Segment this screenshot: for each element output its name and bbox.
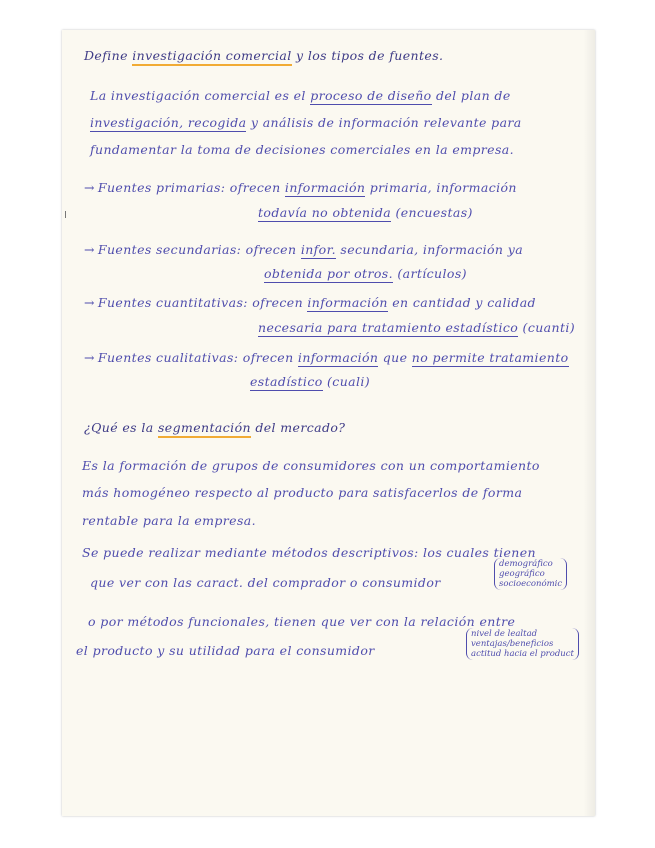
paren-item: geográfico	[499, 569, 545, 579]
source-text: primaria, información	[365, 180, 517, 195]
answer-2-text: más homogéneo respecto al producto para satisfacerlos de forma	[82, 485, 523, 500]
source-text: (encuestas)	[391, 205, 473, 220]
answer-2-line-2	[82, 485, 522, 500]
source-primary-line-2	[258, 205, 473, 220]
source-text: (cuanti)	[518, 320, 576, 335]
answer-1-text: del plan de	[431, 88, 511, 103]
source-name: Fuentes secundarias:	[97, 242, 246, 257]
answer-2-text: Se puede realizar mediante métodos descriptivos: los cuales tienen	[82, 545, 536, 560]
question-2-suffix: del mercado?	[250, 420, 346, 435]
margin-mark	[65, 211, 66, 218]
question-1	[84, 48, 443, 63]
source-underlined: información	[307, 295, 388, 310]
answer-2-line-5	[90, 575, 441, 590]
answer-2-text: que ver con las caract. del comprador o consumidor	[90, 575, 441, 590]
arrow-icon: →	[84, 180, 95, 195]
descriptive-methods-parenthesis	[494, 558, 567, 590]
answer-2-line-3	[82, 513, 256, 528]
source-name: Fuentes cualitativas:	[97, 350, 243, 365]
source-primary-line-1	[84, 180, 517, 195]
answer-1-text: fundamentar la toma de decisiones comerciales en la empresa.	[90, 142, 514, 157]
answer-2-line-6	[88, 614, 515, 629]
answer-1-text: y análisis de información relevante para	[246, 115, 522, 130]
source-underlined: infor.	[300, 242, 336, 257]
source-name: Fuentes primarias:	[97, 180, 230, 195]
source-text: (cuali)	[322, 374, 371, 389]
question-1-prefix: Define	[84, 48, 133, 63]
question-2-prefix: ¿Qué es la	[84, 420, 158, 435]
source-secondary-line-2	[264, 266, 467, 281]
source-text: ofrecen	[245, 242, 301, 257]
source-text: que	[378, 350, 412, 365]
source-underlined: información	[284, 180, 366, 195]
source-text: en cantidad y calidad	[387, 295, 536, 310]
source-secondary-line-1	[84, 242, 523, 257]
source-underlined: todavía no obtenida	[258, 205, 392, 220]
answer-1-line-1	[90, 88, 511, 103]
question-2-term: segmentación	[158, 420, 251, 438]
source-qualitative-line-2	[250, 374, 370, 389]
source-qualitative-line-1	[84, 350, 569, 365]
functional-methods-parenthesis	[466, 628, 579, 660]
source-underlined: necesaria para tratamiento estadístico	[258, 320, 519, 335]
source-quantitative-line-1	[84, 295, 536, 310]
source-text: secundaria, información ya	[336, 242, 524, 257]
source-underlined: estadístico	[250, 374, 323, 389]
answer-1-underlined: investigación, recogida	[90, 115, 247, 130]
source-text: ofrecen	[252, 295, 308, 310]
paren-item: demográfico	[499, 559, 553, 569]
answer-2-line-4	[82, 545, 536, 560]
paren-item: ventajas/beneficios	[471, 639, 554, 649]
source-text: ofrecen	[229, 180, 285, 195]
source-quantitative-line-2	[258, 320, 575, 335]
page-edge-shadow	[583, 30, 595, 816]
paren-item: nivel de lealtad	[471, 629, 538, 639]
answer-2-text: el producto y su utilidad para el consumidor	[76, 643, 375, 658]
arrow-icon: →	[84, 295, 95, 310]
answer-1-text: La investigación comercial es el	[90, 88, 311, 103]
answer-2-text: rentable para la empresa.	[82, 513, 257, 528]
paren-item: socioeconómic	[499, 579, 563, 589]
answer-2-text: Es la formación de grupos de consumidores con un comportamiento	[82, 458, 540, 473]
question-2	[84, 420, 345, 435]
source-underlined: no permite tratamiento	[411, 350, 569, 365]
paren-item: actitud hacia el product	[471, 649, 574, 659]
answer-1-line-3	[90, 142, 514, 157]
answer-2-line-7	[76, 643, 375, 658]
notebook-page	[62, 30, 595, 816]
source-underlined: obtenida por otros.	[264, 266, 393, 281]
question-1-term: investigación comercial	[132, 48, 291, 66]
question-1-suffix: y los tipos de fuentes.	[291, 48, 444, 63]
source-text: (artículos)	[392, 266, 467, 281]
answer-1-underlined: proceso de diseño	[310, 88, 432, 103]
source-underlined: información	[297, 350, 379, 365]
arrow-icon: →	[84, 350, 95, 365]
answer-2-text: o por métodos funcionales, tienen que ver con la relación entre	[88, 614, 516, 629]
source-text: ofrecen	[242, 350, 298, 365]
answer-1-line-2	[90, 115, 522, 130]
arrow-icon: →	[84, 242, 95, 257]
source-name: Fuentes cuantitativas:	[97, 295, 253, 310]
answer-2-line-1	[82, 458, 540, 473]
